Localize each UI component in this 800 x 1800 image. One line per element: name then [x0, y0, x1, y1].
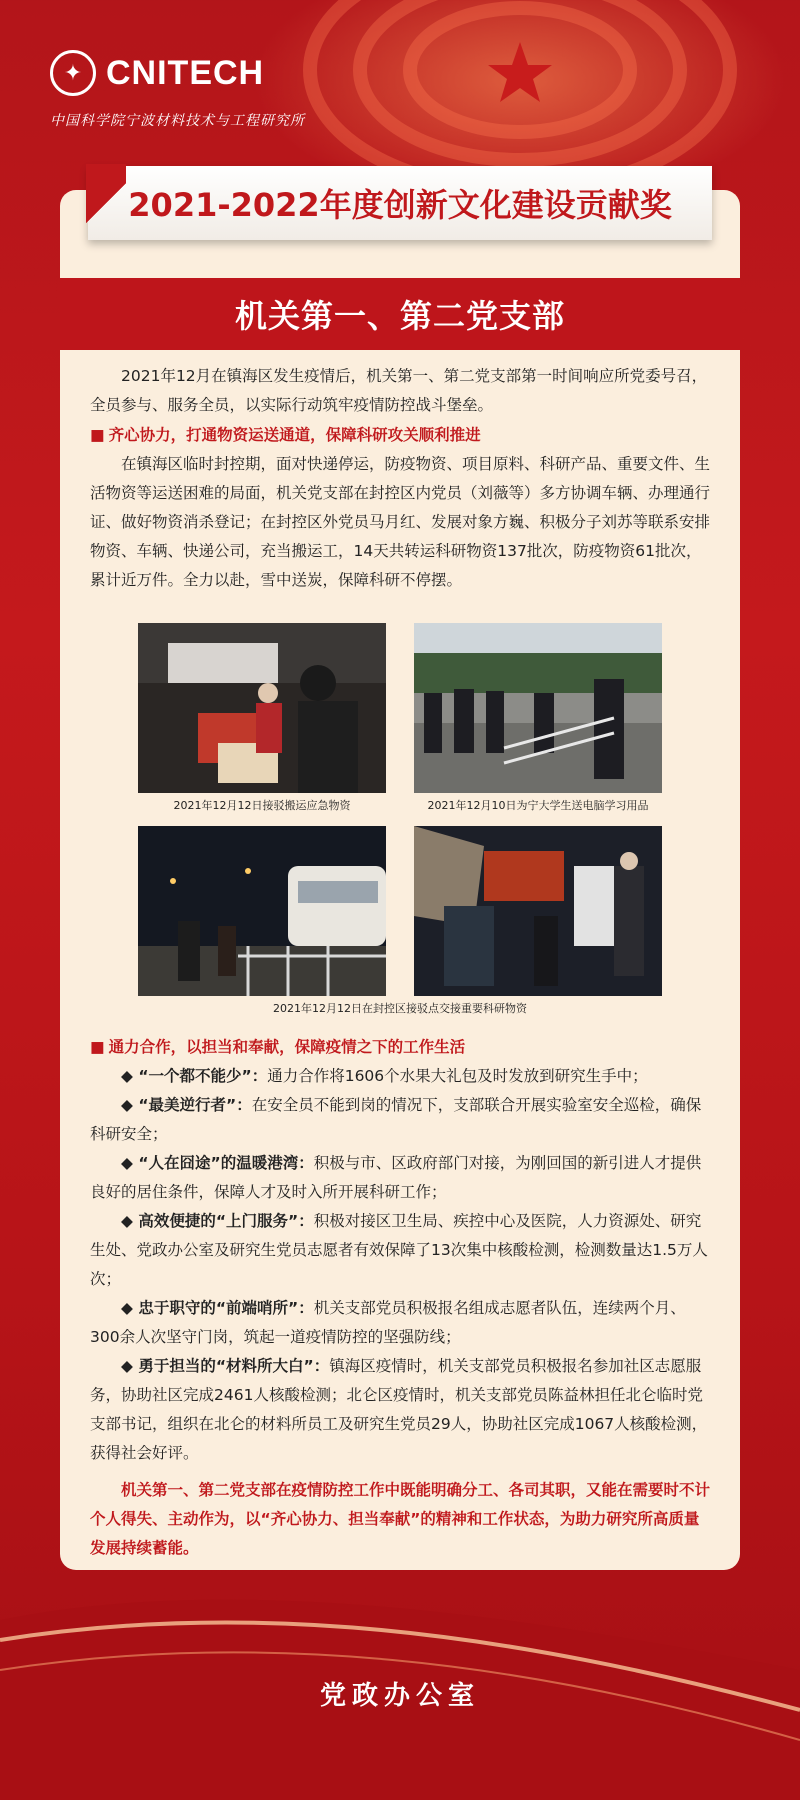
list-item: ◆ 忠于职守的“前端哨所”：机关支部党员积极报名组成志愿者队伍，连续两个月、300余人次坚守门岗，筑起一道疫情防控的坚强防线；: [90, 1299, 686, 1346]
photo-night-handover: [138, 826, 386, 996]
list-item: ◆ 勇于担当的“材料所大白”：镇海区疫情时，机关支部党员积极报名参加社区志愿服务，协助社区完成2461人核酸检测；北仑区疫情时，机关支部党员陈益林担任北仑临时党支部书记，组织在北仑的材料所员工及研究生党员29人，协助社区完成1067人核酸检测，获得社会好评。: [90, 1357, 708, 1462]
square-bullet-icon: ■: [90, 426, 105, 444]
photo-caption-3: 2021年12月12日在封控区接驳点交接重要科研物资: [273, 1002, 527, 1015]
list-item: ◆ “最美逆行者”：在安全员不能到岗的情况下，支部联合开展实验室安全巡检，确保科研安全；: [90, 1096, 702, 1143]
section2-heading: [90, 1033, 710, 1062]
list-item: ◆ “一个都不能少”：通力合作将1606个水果大礼包及时发放到研究生手中；: [121, 1067, 648, 1085]
logo-text: CNITECH: [106, 53, 265, 92]
list-item: ◆ 高效便捷的“上门服务”：积极对接区卫生局、疾控中心及医院，人力资源处、研究生处、党政办公室及研究生党员志愿者有效保障了13次集中核酸检测，检测数量达1.5万人次；: [90, 1212, 708, 1288]
section2-list: [90, 1062, 710, 1468]
photo-delivering-computers: [414, 623, 662, 793]
photo-unloading-supplies: [138, 623, 386, 793]
list-item: ◆ “人在囧途”的温暖港湾：积极与市、区政府部门对接，为刚回国的新引进人才提供良好的居住条件，保障人才及时入所开展科研工作；: [90, 1154, 702, 1201]
section1-heading: [90, 421, 710, 450]
section1-heading-text: 齐心协力，打通物资运送通道，保障科研攻关顺利推进: [108, 426, 481, 444]
branch-banner: [60, 278, 740, 350]
photo-caption-2: 2021年12月10日为宁大学生送电脑学习用品: [427, 799, 649, 812]
star-emblem-icon: ✦: [50, 50, 96, 96]
photo-caption-1: 2021年12月12日接驳搬运应急物资: [173, 799, 351, 812]
institute-name: 中国科学院宁波材料技术与工程研究所: [50, 113, 305, 129]
logo: [50, 50, 264, 96]
section2-heading-text: 通力合作，以担当和奉献，保障疫情之下的工作生活: [108, 1038, 466, 1056]
footer-office: 党政办公室: [319, 1681, 480, 1711]
award-title-text: 2021-2022年度创新文化建设贡献奖: [128, 186, 672, 224]
branch-name: 机关第一、第二党支部: [234, 297, 565, 335]
award-title: [88, 166, 712, 240]
intro-paragraph: 2021年12月在镇海区发生疫情后，机关第一、第二党支部第一时间响应所党委号召，全员参与、服务全员，以实际行动筑牢疫情防控战斗堡垒。: [90, 367, 708, 414]
star-icon: [488, 42, 552, 102]
section1-body: 在镇海区临时封控期，面对快递停运，防疫物资、项目原料、科研产品、重要文件、生活物资等运送困难的局面，机关党支部在封控区内党员（刘薇等）多方协调车辆、办理通行证、做好物资消杀登记；在封控区外党员马月红、发展对象方巍、积极分子刘苏等联系安排物资、车辆、快递公司，充当搬运工，14天共转运科研物资137批次，防疫物资61批次，累计近万件。全力以赴，雪中送炭，保障科研不停摆。: [90, 455, 711, 589]
conclusion-paragraph: 机关第一、第二党支部在疫情防控工作中既能明确分工、各司其职，又能在需要时不计个人得失、主动作为，以“齐心协力、担当奉献”的精神和工作状态，为助力研究所高质量发展持续蓄能。: [90, 1480, 711, 1557]
photo-research-supplies: [414, 826, 662, 996]
square-bullet-icon: ■: [90, 1038, 105, 1056]
